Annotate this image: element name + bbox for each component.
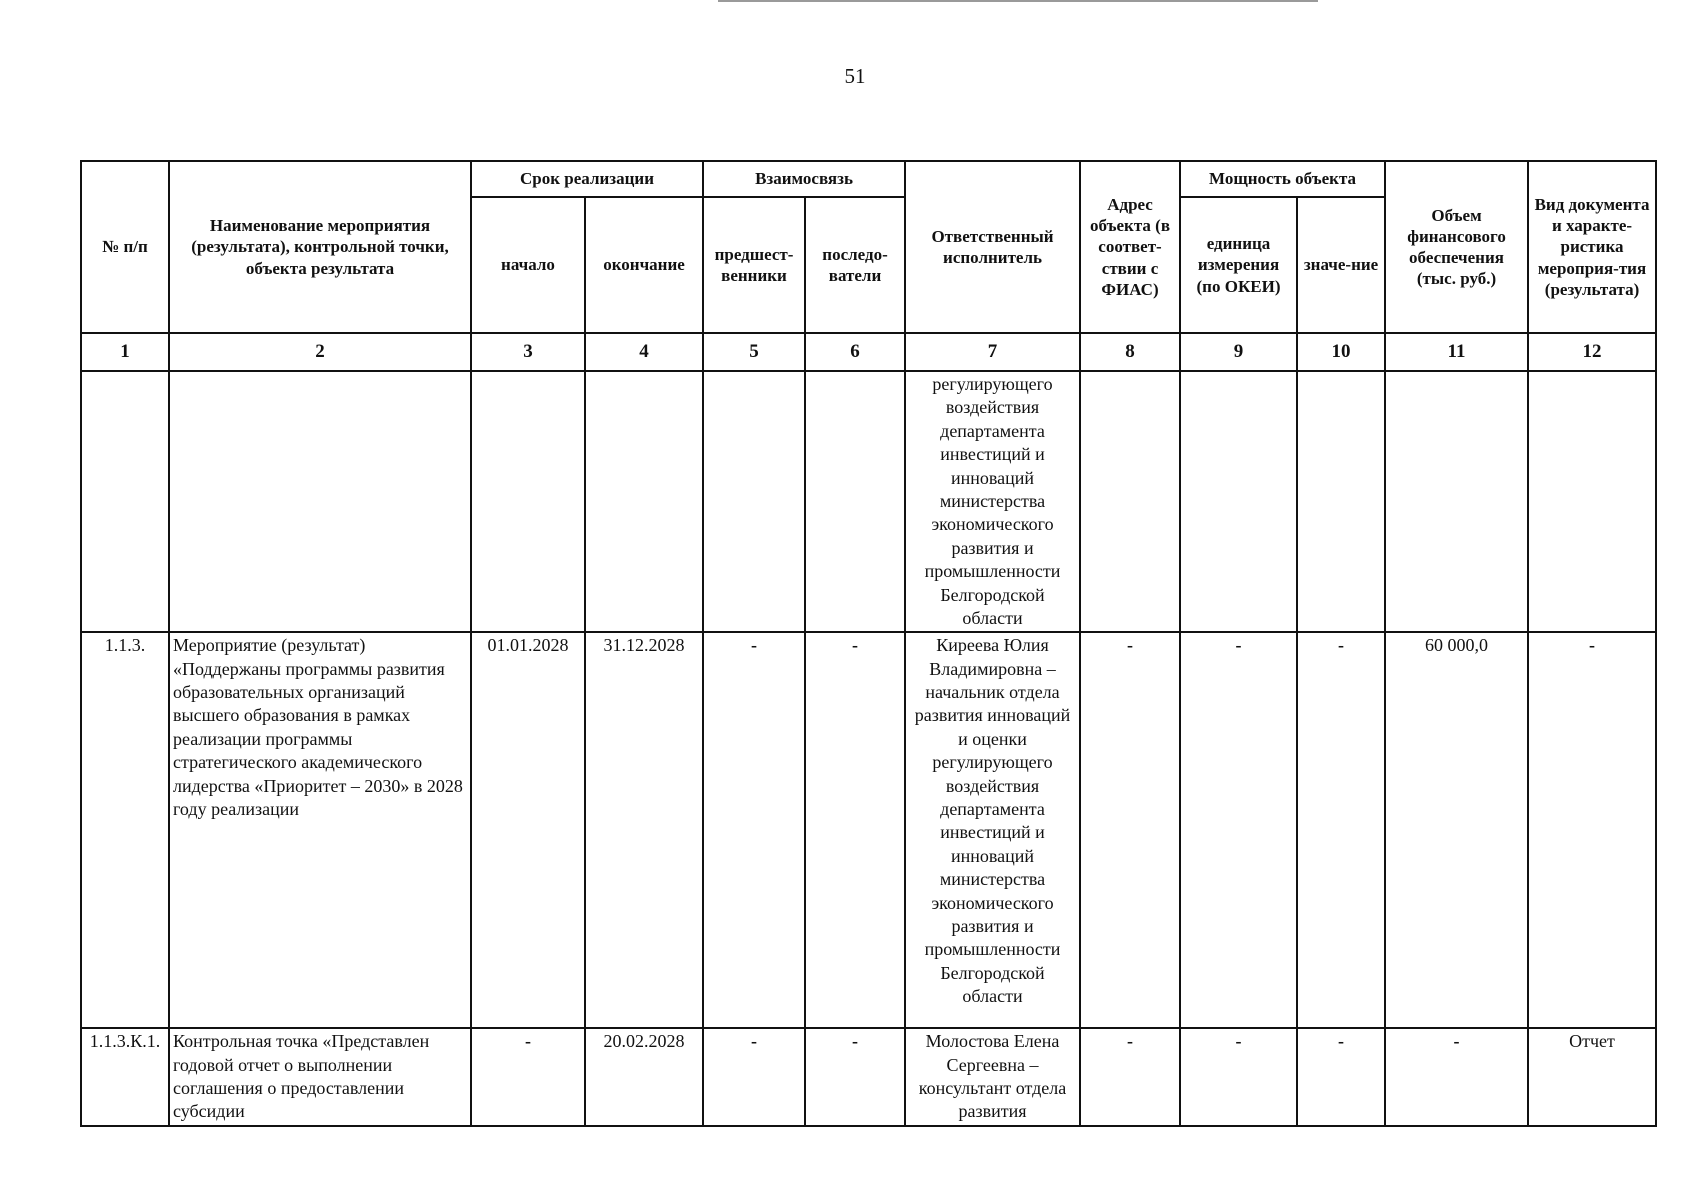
row-unit: - [1180,632,1297,1028]
row-responsible: регулирующего воздействия департамента инвестиций и инноваций министерства экономического развития и промышленности Белгородской области [905,371,1080,632]
table-row [81,632,1656,1028]
header-col-3: начало [471,197,585,333]
row-name: Мероприятие (результат) «Поддержаны программы развития образовательных организаций высшего образования в рамках реализации программы стратегического академического лидерства «Приоритет – 2030» в 2028 году реализации [169,632,471,1028]
table-row [81,1028,1656,1126]
row-unit: - [1180,1028,1297,1126]
column-number: 7 [905,333,1080,371]
page-number: 51 [844,64,866,88]
row-predecessors: - [703,632,805,1028]
row-predecessors: - [703,1028,805,1126]
column-number: 12 [1528,333,1656,371]
row-value: - [1297,632,1385,1028]
column-number: 10 [1297,333,1385,371]
header-group-period: Срок реализации [471,161,703,197]
row-successors: - [805,632,905,1028]
column-number: 9 [1180,333,1297,371]
column-number: 2 [169,333,471,371]
row-document: Отчет [1528,1028,1656,1126]
row-name [169,371,471,632]
row-start-date: - [471,1028,585,1126]
row-end-date: 20.02.2028 [585,1028,703,1126]
row-finance: - [1385,1028,1528,1126]
row-end-date: 31.12.2028 [585,632,703,1028]
row-successors: - [805,1028,905,1126]
row-start-date: 01.01.2028 [471,632,585,1028]
header-col-4: окончание [585,197,703,333]
header-col-2: Наименование мероприятия (результата), контрольной точки, объекта результата [169,161,471,333]
row-finance: 60 000,0 [1385,632,1528,1028]
header-col-5: предшест-венники [703,197,805,333]
row-address [1080,371,1180,632]
row-document [1528,371,1656,632]
row-finance [1385,371,1528,632]
column-number: 11 [1385,333,1528,371]
row-address: - [1080,632,1180,1028]
column-number: 3 [471,333,585,371]
row-responsible: Киреева Юлия Владимировна – начальник отдела развития инноваций и оценки регулирующего воздействия департамента инвестиций и инноваций министерства экономического развития и промышленности Белгородской области [905,632,1080,1028]
header-col-11: Объем финансового обеспечения (тыс. руб.) [1385,161,1528,333]
row-end-date [585,371,703,632]
column-number: 8 [1080,333,1180,371]
header-col-9: единица измерения (по ОКЕИ) [1180,197,1297,333]
column-number: 5 [703,333,805,371]
header-row-top [81,161,1656,197]
row-address: - [1080,1028,1180,1126]
column-number: 4 [585,333,703,371]
row-responsible: Молостова Елена Сергеевна – консультант отдела развития [905,1028,1080,1126]
header-col-12: Вид документа и характе-ристика мероприя-тия (результата) [1528,161,1656,333]
header-col-6: последо-ватели [805,197,905,333]
row-document: - [1528,632,1656,1028]
row-number: 1.1.3.К.1. [81,1028,169,1126]
header-col-10: значе-ние [1297,197,1385,333]
row-value [1297,371,1385,632]
row-name: Контрольная точка «Представлен годовой отчет о выполнении соглашения о предоставлении субсидии [169,1028,471,1126]
row-start-date [471,371,585,632]
row-number [81,371,169,632]
column-number: 1 [81,333,169,371]
header-group-capacity: Мощность объекта [1180,161,1385,197]
plan-table [80,160,1657,1127]
row-successors [805,371,905,632]
header-col-8: Адрес объекта (в соответ-ствии с ФИАС) [1080,161,1180,333]
top-rule [718,0,1318,2]
row-value: - [1297,1028,1385,1126]
table-row [81,371,1656,632]
row-unit [1180,371,1297,632]
column-number-row [81,333,1656,371]
header-group-link: Взаимосвязь [703,161,905,197]
row-predecessors [703,371,805,632]
header-col-7: Ответственный исполнитель [905,161,1080,333]
header-col-1: № п/п [81,161,169,333]
column-number: 6 [805,333,905,371]
row-number: 1.1.3. [81,632,169,1028]
